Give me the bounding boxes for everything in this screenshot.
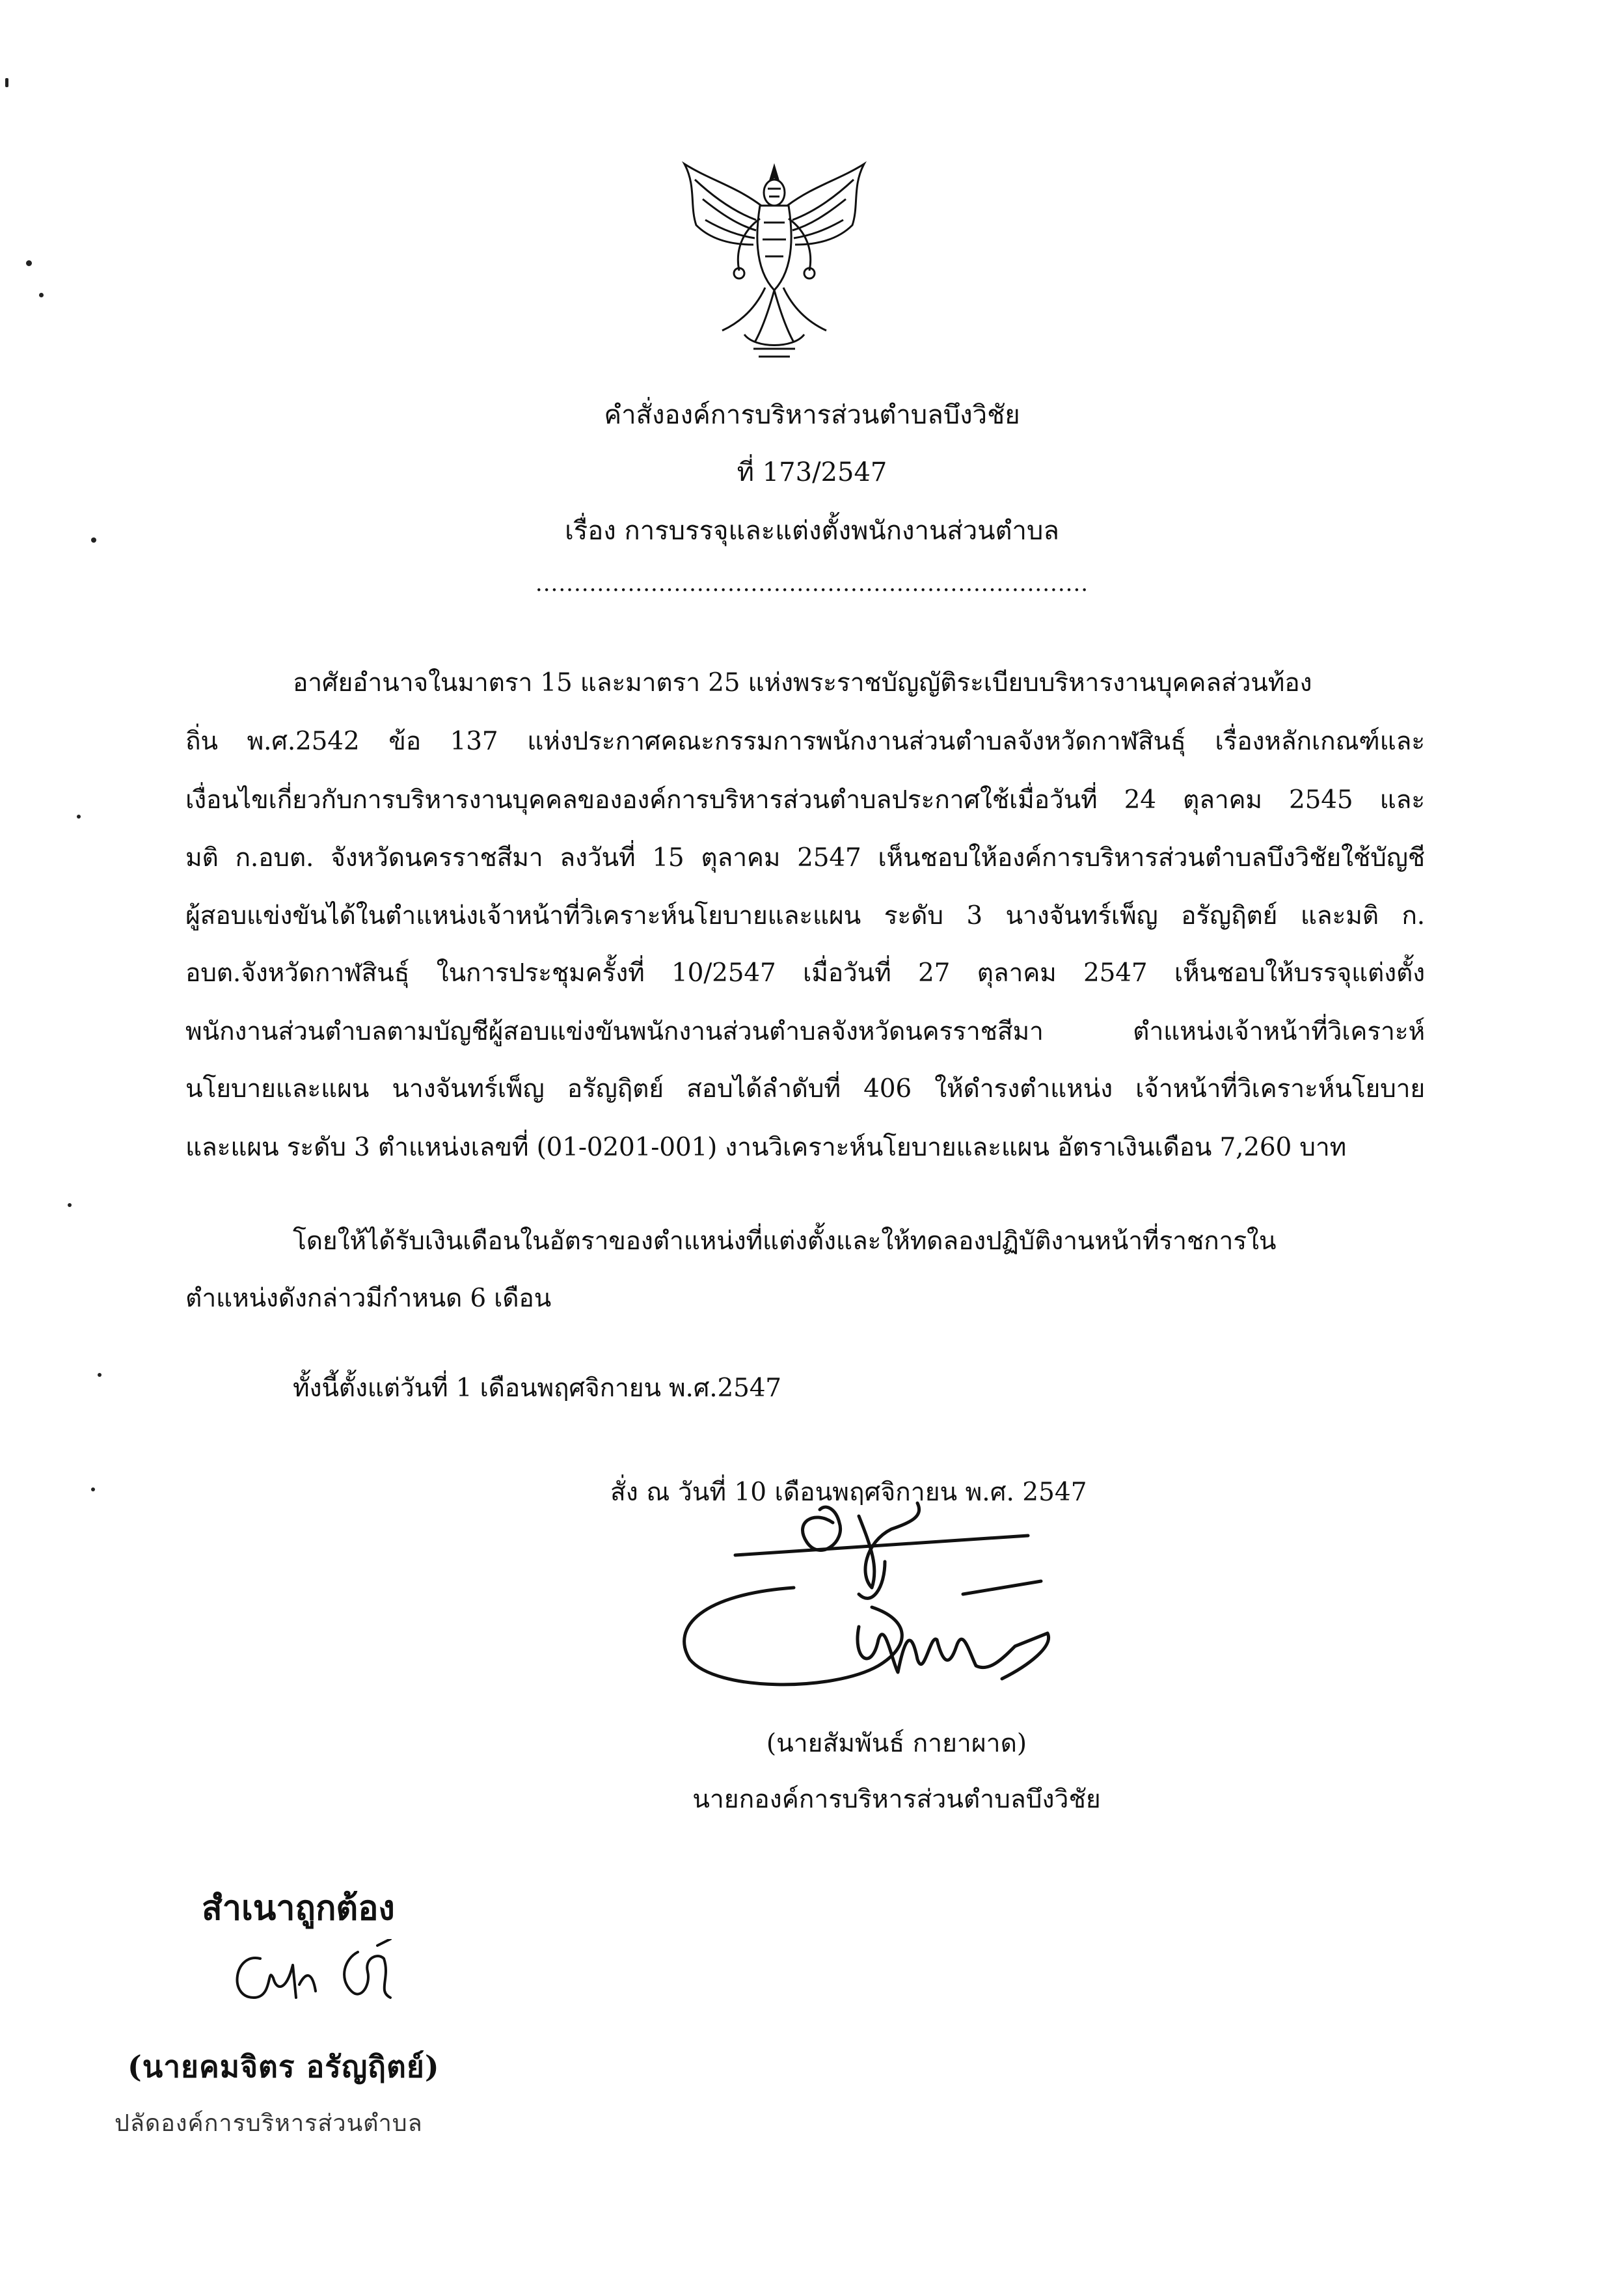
signer-name: (นายสัมพันธ์ กายาผาด): [766, 1729, 1027, 1758]
body-line: ผู้สอบแข่งขันได้ในตำแหน่งเจ้าหน้าที่วิเคราะห์นโยบายและแผน ระดับ 3 นางจันทร์เพ็ญ อรัญฤิตย์ และมติ ก.: [185, 901, 1425, 930]
signer-title: นายกองค์การบริหารส่วนตำบลบึงวิชัย: [692, 1785, 1101, 1814]
body-line: เงื่อนไขเกี่ยวกับการบริหารงานบุคคลขององค์การบริหารส่วนตำบลประกาศใช้เมื่อวันที่ 24 ตุลาคม 2545 และ: [185, 785, 1425, 815]
scan-speck: [91, 1487, 95, 1491]
certified-copy-heading: สำเนาถูกต้อง: [202, 1888, 395, 1928]
effective-date: ทั้งนี้ตั้งแต่วันที่ 1 เดือนพฤศจิกายน พ.ศ.2547: [293, 1374, 781, 1403]
certifier-title: ปลัดองค์การบริหารส่วนตำบล: [115, 2110, 423, 2137]
body-line: มติ ก.อบต. จังหวัดนครราชสีมา ลงวันที่ 15 ตุลาคม 2547 เห็นชอบให้องค์การบริหารส่วนตำบลบึงวิชัยใช้บัญชี: [185, 843, 1425, 873]
order-subject: เรื่อง การบรรจุและแต่งตั้งพนักงานส่วนตำบล: [565, 516, 1059, 546]
body-line: อาศัยอำนาจในมาตรา 15 และมาตรา 25 แห่งพระราชบัญญัติระเบียบบริหารงานบุคคลส่วนท้อง: [293, 668, 1312, 698]
order-number: ที่ 173/2547: [737, 457, 887, 487]
body-line: นโยบายและแผน นางจันทร์เพ็ญ อรัญฤิตย์ สอบได้ลำดับที่ 406 ให้ดำรงตำแหน่ง เจ้าหน้าที่วิเคราะห์นโยบาย: [185, 1074, 1425, 1104]
certifier-name: (นายคมจิตร อรัญฤิตย์): [128, 2049, 440, 2084]
header-separator: ........................................................................: [535, 571, 1089, 597]
scan-speck: [68, 1203, 72, 1207]
body-line: ถิ่น พ.ศ.2542 ข้อ 137 แห่งประกาศคณะกรรมการพนักงานส่วนตำบลจังหวัดกาฬสินธุ์ เรื่องหลักเกณฑ์และ: [185, 727, 1425, 756]
order-title: คำสั่งองค์การบริหารส่วนตำบลบึงวิชัย: [604, 400, 1020, 430]
body-line: พนักงานส่วนตำบลตามบัญชีผู้สอบแข่งขันพนักงานส่วนตำบลจังหวัดนครราชสีมา ตำแหน่งเจ้าหน้าที่วิเคราะห์: [185, 1017, 1425, 1046]
body-line: อบต.จังหวัดกาฬสินธุ์ ในการประชุมครั้งที่ 10/2547 เมื่อวันที่ 27 ตุลาคม 2547 เห็นชอบให้บรรจุแต่งตั้ง: [185, 958, 1425, 988]
garuda-emblem-icon: [677, 160, 872, 362]
order-date: สั่ง ณ วันที่ 10 เดือนพฤศจิกายน พ.ศ. 2547: [610, 1478, 1087, 1507]
body-line: และแผน ระดับ 3 ตำแหน่งเลขที่ (01-0201-001) งานวิเคราะห์นโยบายและแผน อัตราเงินเดือน 7,260 บาท: [185, 1133, 1347, 1162]
handwritten-signature-icon: [664, 1497, 1067, 1711]
body-line: โดยให้ได้รับเงินเดือนในอัตราของตำแหน่งที่แต่งตั้งและให้ทดลองปฏิบัติงานหน้าที่ราชการใน: [293, 1227, 1277, 1256]
scan-speck: [77, 815, 81, 819]
certifier-signature-icon: [221, 1939, 416, 2011]
body-line: ตำแหน่งดังกล่าวมีกำหนด 6 เดือน: [185, 1284, 552, 1313]
scan-speck: [98, 1373, 102, 1377]
scan-speck: [5, 78, 8, 87]
scan-speck: [26, 260, 32, 266]
scan-speck: [39, 293, 44, 297]
